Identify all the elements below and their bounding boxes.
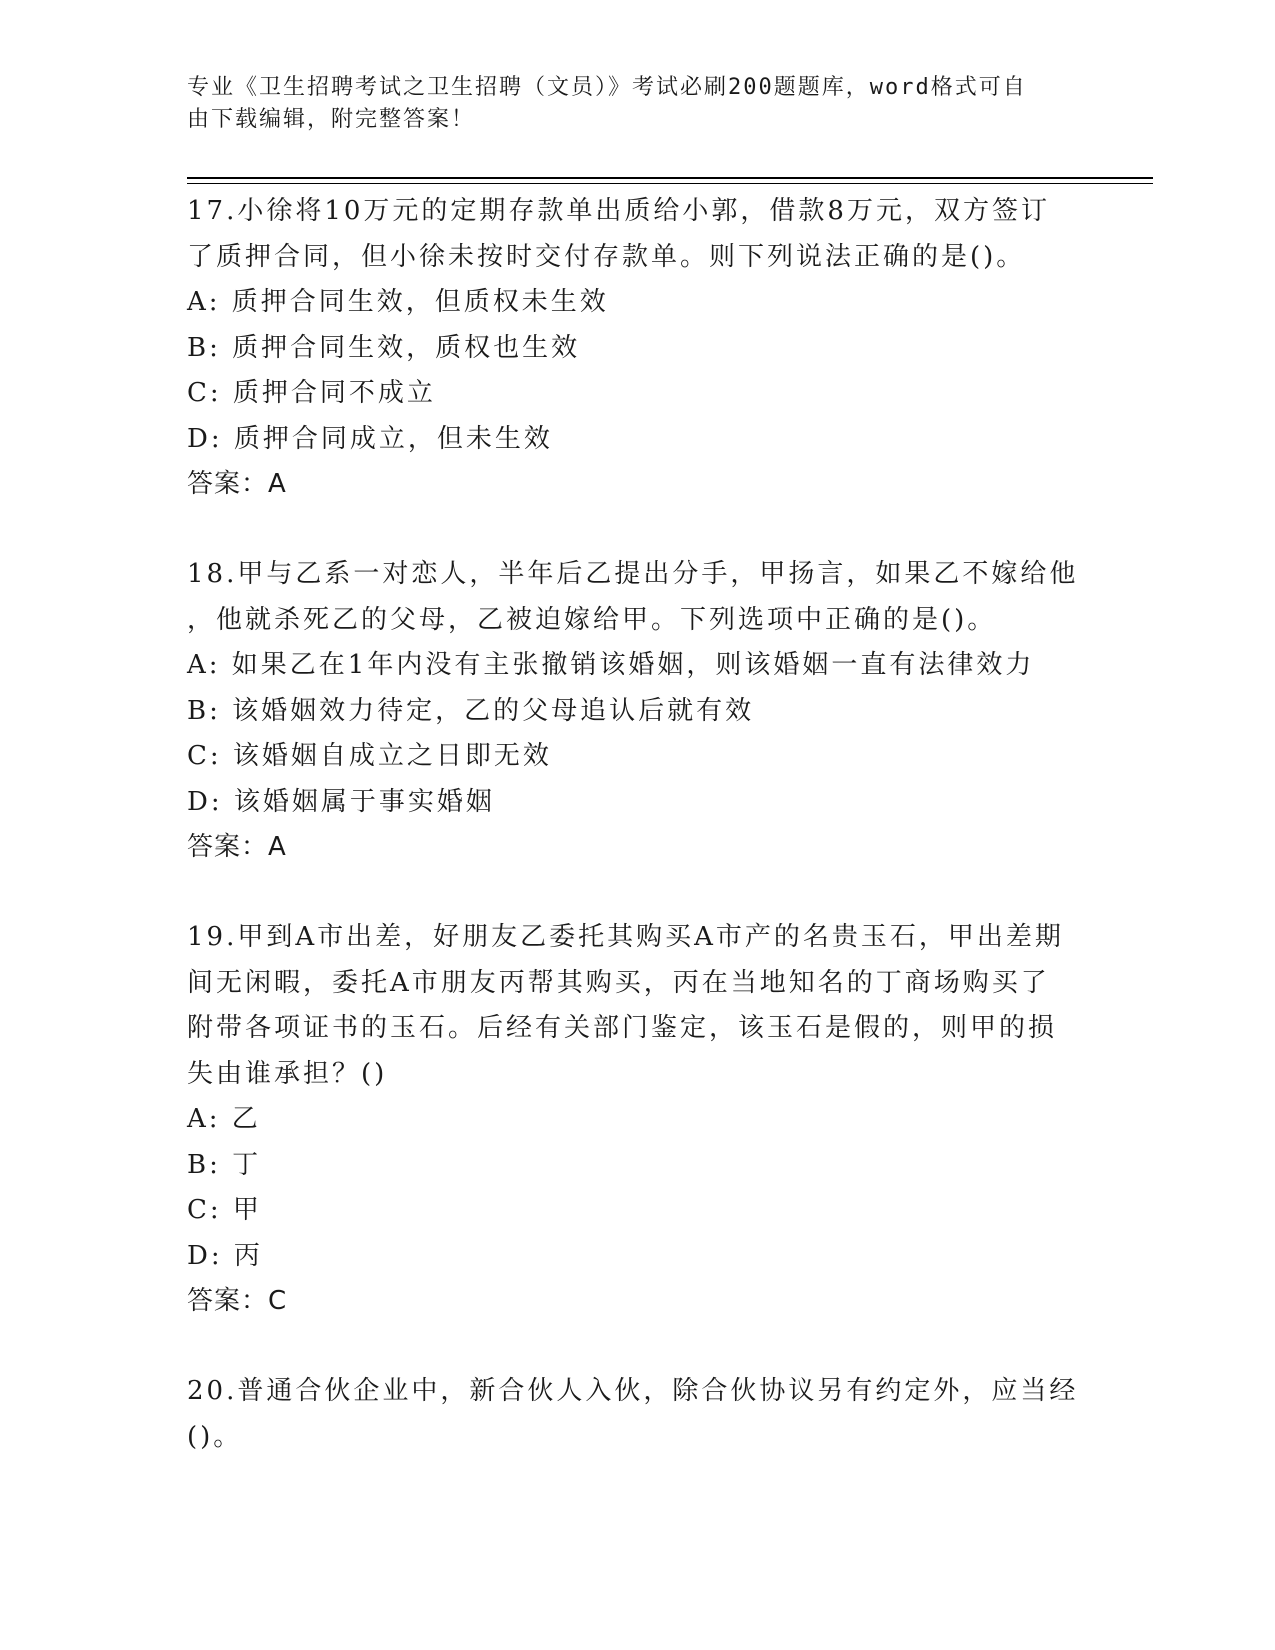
header-line-2: 由下载编辑，附完整答案！ [187, 107, 476, 132]
option-d: D: 该婚姻属于事实婚姻 [187, 786, 495, 817]
question-line: 20.普通合伙企业中，新合伙人入伙，除合伙协议另有约定外，应当经 [187, 1376, 1079, 1406]
option-d: D: 质押合同成立，但未生效 [187, 423, 553, 454]
question-line: ，他就杀死乙的父母，乙被迫嫁给甲。下列选项中正确的是()。 [187, 604, 997, 635]
document-header [187, 72, 1067, 136]
question-text [187, 189, 1067, 280]
option-c: C: 质押合同不成立 [187, 378, 436, 408]
answer: 答案：A [187, 832, 287, 862]
question-line: ()。 [187, 1421, 243, 1452]
answer: 答案：C [187, 1286, 288, 1316]
question-text [187, 1369, 1079, 1460]
header-divider-thin [187, 183, 1153, 184]
header-line-1: 专业《卫生招聘考试之卫生招聘（文员）》考试必刷200题题库，word格式可自 [187, 75, 1027, 100]
question-line: 17.小徐将10万元的定期存款单出质给小郭，借款8万元，双方签订 [187, 196, 1050, 226]
question-text [187, 915, 1067, 1097]
question-line: 19.甲到A市出差，好朋友乙委托其购买A市产的名贵玉石，甲出差期 [187, 922, 1064, 952]
option-a: A: 乙 [187, 1104, 261, 1134]
option-d: D: 丙 [187, 1240, 263, 1271]
question-line: 18.甲与乙系一对恋人，半年后乙提出分手，甲扬言，如果乙不嫁给他 [187, 559, 1079, 589]
question-18 [187, 552, 1079, 871]
option-b: B: 丁 [187, 1149, 262, 1180]
option-c: C: 甲 [187, 1195, 262, 1225]
question-19 [187, 915, 1067, 1325]
option-b: B: 该婚姻效力待定，乙的父母追认后就有效 [187, 695, 755, 726]
question-line: 间无闲暇，委托A市朋友丙帮其购买，丙在当地知名的丁商场购买了 [187, 967, 1050, 998]
header-divider-thick [187, 177, 1153, 179]
option-a: A: 如果乙在1年内没有主张撤销该婚姻，则该婚姻一直有法律效力 [187, 650, 1035, 680]
option-a: A: 质押合同生效，但质权未生效 [187, 287, 609, 317]
question-text [187, 552, 1079, 643]
question-line: 附带各项证书的玉石。后经有关部门鉴定，该玉石是假的，则甲的损 [187, 1013, 1058, 1043]
answer: 答案：A [187, 469, 287, 499]
option-b: B: 质押合同生效，质权也生效 [187, 332, 581, 363]
question-20 [187, 1369, 1079, 1460]
question-line: 失由谁承担？() [187, 1058, 388, 1089]
question-line: 了质押合同，但小徐未按时交付存款单。则下列说法正确的是()。 [187, 241, 1026, 272]
question-17 [187, 189, 1067, 508]
option-c: C: 该婚姻自成立之日即无效 [187, 741, 552, 771]
